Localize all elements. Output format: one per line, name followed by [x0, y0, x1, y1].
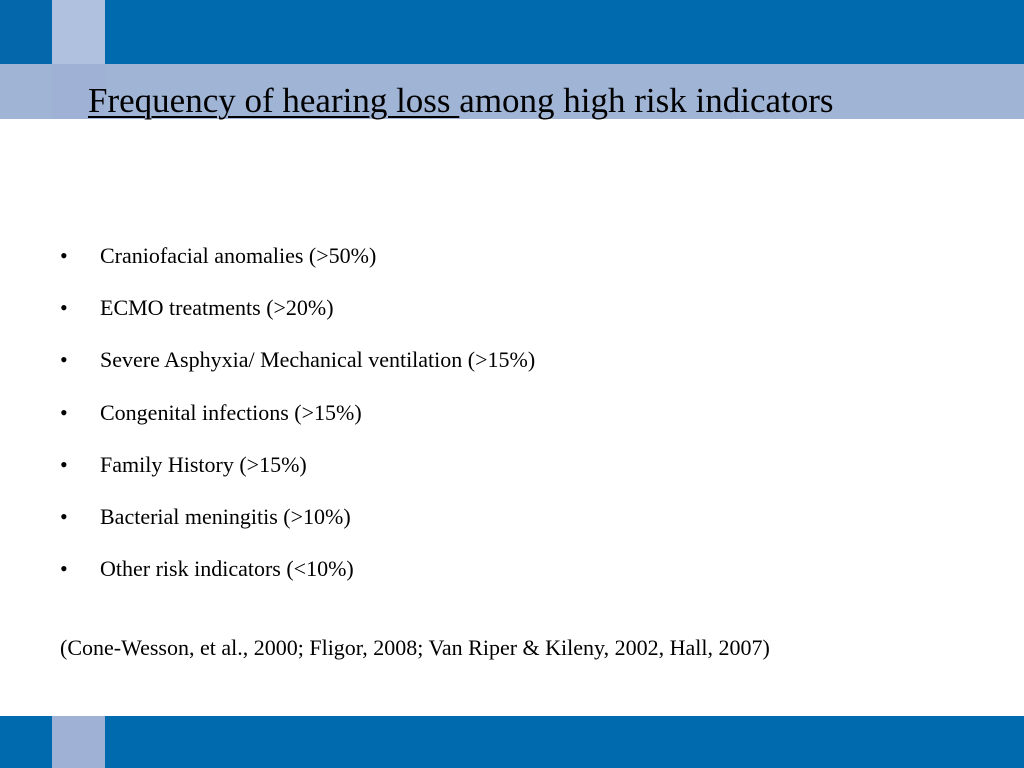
list-item-text: Other risk indicators (<10%): [100, 556, 354, 582]
bullet-icon: •: [60, 451, 68, 477]
list-item-text: Congenital infections (>15%): [100, 399, 362, 425]
top-banner-stripe-highlight: [52, 0, 105, 64]
bullet-icon: •: [60, 347, 68, 373]
slide-title: [88, 80, 834, 122]
list-item-text: ECMO treatments (>20%): [100, 295, 334, 321]
list-item: [60, 288, 535, 340]
bullet-icon: •: [60, 295, 68, 321]
list-item: [60, 497, 535, 549]
list-item: [60, 393, 535, 445]
list-item-text: Severe Asphyxia/ Mechanical ventilation (>15%): [100, 347, 536, 373]
bullet-icon: •: [60, 556, 68, 582]
top-banner-block: [0, 0, 52, 64]
list-item: [60, 236, 535, 288]
bullet-icon: •: [60, 503, 68, 529]
list-item-text: Family History (>15%): [100, 451, 307, 477]
list-item: [60, 549, 535, 601]
bullet-icon: •: [60, 243, 68, 268]
slide-title-rest: among high risk indicators: [459, 81, 834, 120]
list-item-text: Craniofacial anomalies (>50%): [100, 243, 377, 268]
bullet-icon: •: [60, 399, 68, 425]
list-item: [60, 340, 535, 392]
bottom-banner: [0, 716, 1024, 768]
top-banner: [0, 0, 1024, 64]
slide-title-underlined: Frequency of hearing loss: [88, 81, 460, 120]
list-item-text: Bacterial meningitis (>10%): [100, 503, 351, 529]
risk-indicator-list: [60, 236, 535, 601]
citation-text: (Cone-Wesson, et al., 2000; Fligor, 2008; Van Riper & Kileny, 2002, Hall, 2007): [60, 635, 770, 660]
bottom-banner-vertical-stripe: [52, 716, 105, 768]
list-item: [60, 445, 535, 497]
